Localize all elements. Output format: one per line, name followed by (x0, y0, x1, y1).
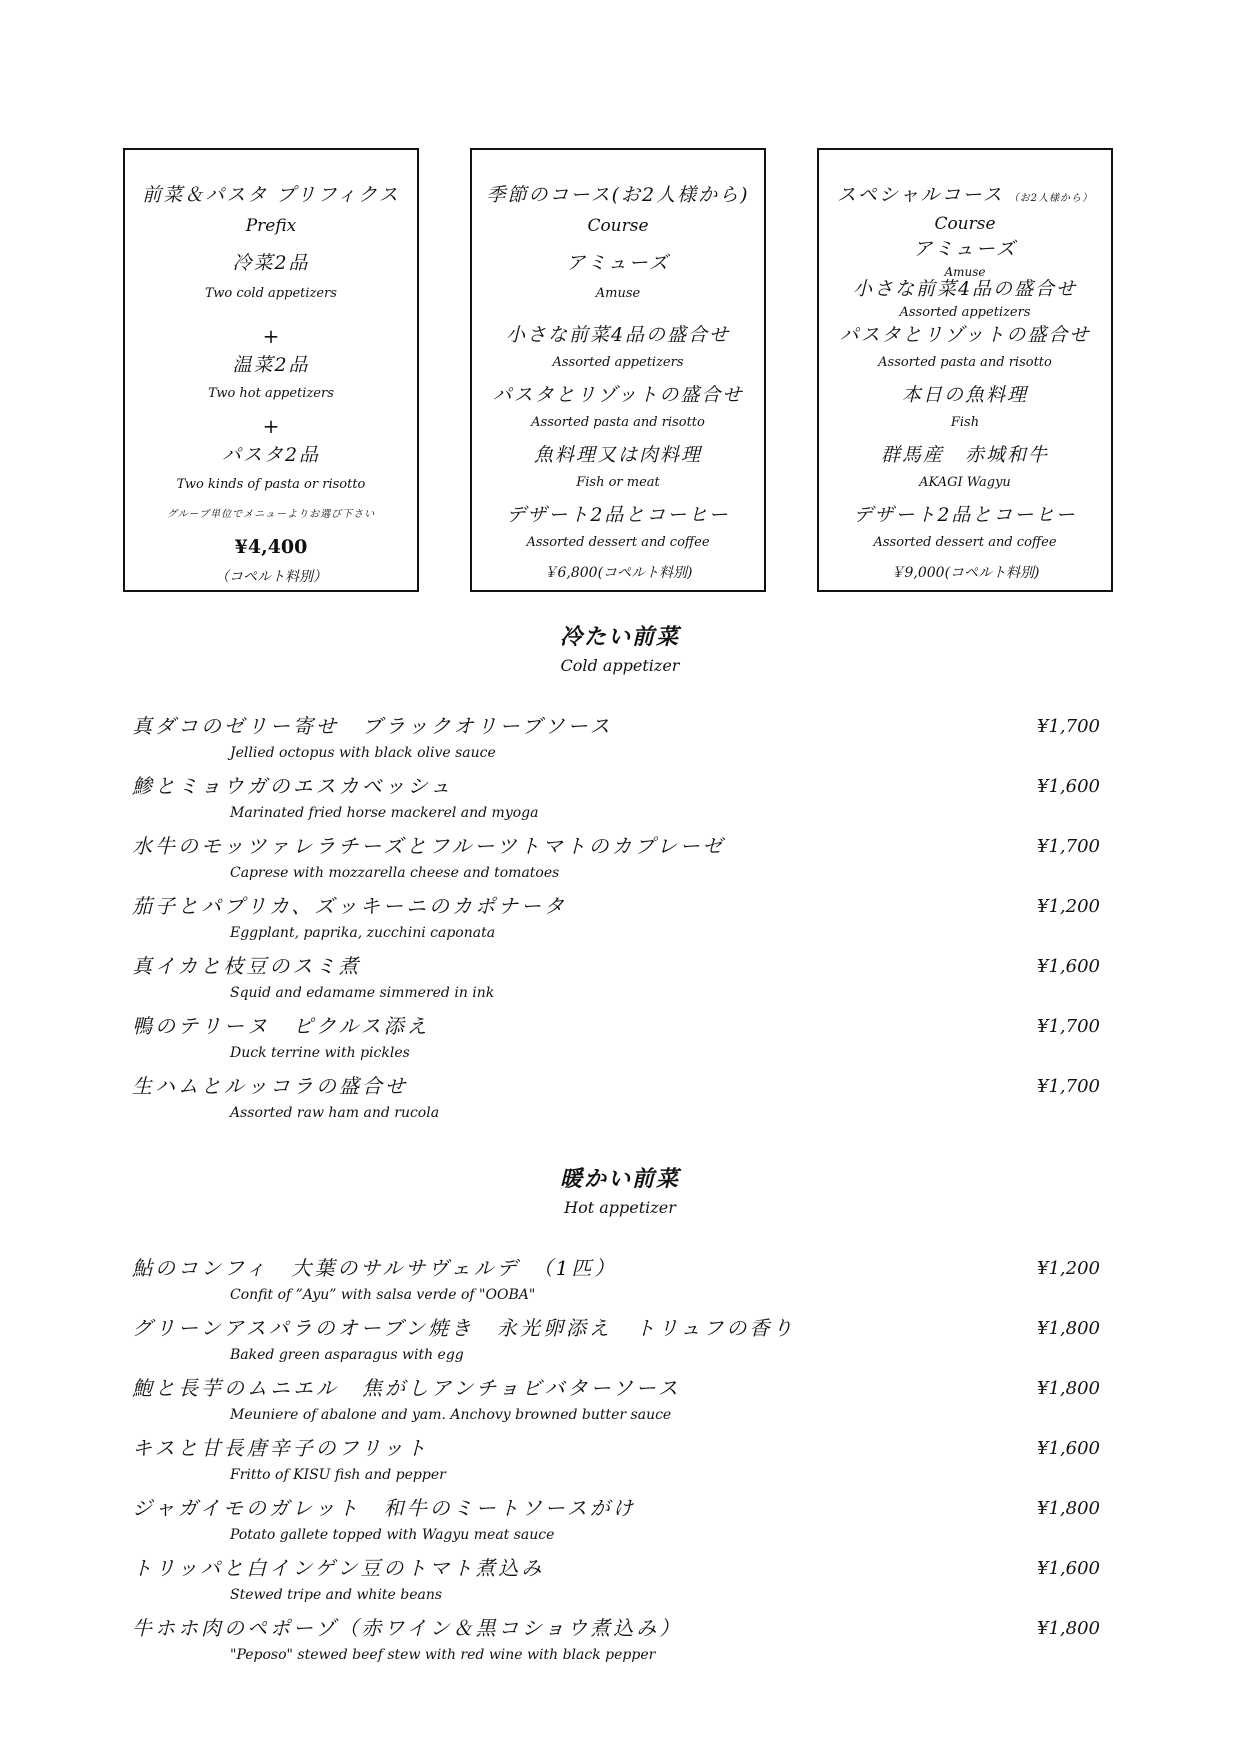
menu-item (0, 956, 1240, 1006)
item-name-en: Assorted raw ham and rucola (230, 1105, 440, 1121)
item-name: 真ダコのゼリー寄せ ブラックオリーブソース (132, 714, 613, 738)
item-name-en: Caprese with mozzarella cheese and tomatoes (230, 865, 560, 881)
menu-item (0, 896, 1240, 946)
prefix-pasta-en: Two kinds of pasta or risotto (176, 477, 366, 492)
item-name-en: Meuniere of abalone and yam. Anchovy browned butter sauce (230, 1407, 672, 1423)
special-title-note: （お2人様から） (1008, 193, 1094, 204)
item-price: ¥1,600 (1037, 1558, 1100, 1579)
menu-item (0, 1618, 1240, 1668)
menu-item (0, 1498, 1240, 1548)
special-pasta-en: Assorted pasta and risotto (878, 355, 1052, 370)
prefix-title-en: Prefix (245, 216, 297, 236)
item-price: ¥1,600 (1037, 956, 1100, 977)
menu-item (0, 1378, 1240, 1428)
special-dessert: デザート2品とコーヒー (853, 504, 1077, 526)
cold-section-title: 冷たい前菜 (559, 624, 680, 650)
item-price: ¥1,800 (1037, 1498, 1100, 1519)
menu-item (0, 1318, 1240, 1368)
special-dessert-en: Assorted dessert and coffee (873, 535, 1057, 550)
special-amuse-en: Amuse (944, 265, 986, 279)
item-name: グリーンアスパラのオーブン焼き 永光卵添え トリュフの香り (132, 1316, 796, 1340)
special-fish-en: Fish (950, 415, 980, 430)
plus-sign: + (262, 414, 280, 438)
item-price: ¥1,200 (1037, 896, 1100, 917)
menu-item (0, 716, 1240, 766)
item-name-en: Duck terrine with pickles (230, 1045, 410, 1061)
hot-section-title-en: Hot appetizer (564, 1198, 676, 1217)
seasonal-appetizers: 小さな前菜4品の盛合せ (505, 324, 731, 346)
menu-item (0, 1438, 1240, 1488)
menu-item (0, 1258, 1240, 1308)
item-name-en: Confit of ”Ayu” with salsa verde of "OOBA" (230, 1287, 536, 1303)
special-wagyu: 群馬産 赤城和牛 (880, 444, 1049, 466)
special-wagyu-en: AKAGI Wagyu (919, 475, 1011, 490)
item-name-en: "Peposo" stewed beef stew with red wine with black pepper (230, 1647, 656, 1663)
special-pasta: パスタとリゾットの盛合せ (839, 324, 1091, 346)
prefix-cold-en: Two cold appetizers (205, 286, 337, 301)
seasonal-course-box (470, 148, 766, 592)
menu-item (0, 1076, 1240, 1126)
prefix-hot: 温菜2品 (232, 354, 310, 376)
item-name-en: Fritto of KISU fish and pepper (230, 1467, 446, 1483)
item-name-en: Eggplant, paprika, zucchini caponata (230, 925, 496, 941)
menu-item (0, 776, 1240, 826)
seasonal-title: 季節のコース(お2人様から) (486, 184, 750, 206)
seasonal-amuse-en: Amuse (595, 286, 641, 301)
item-name: キスと甘長唐辛子のフリット (132, 1436, 429, 1460)
item-price: ¥1,600 (1037, 1438, 1100, 1459)
item-price: ¥1,800 (1037, 1378, 1100, 1399)
prefix-menu-box (123, 148, 419, 592)
special-title-en: Course (934, 214, 996, 234)
item-price: ¥1,700 (1037, 716, 1100, 737)
prefix-title: 前菜＆パスタ プリフィクス (142, 184, 400, 206)
item-name-en: Stewed tripe and white beans (230, 1587, 443, 1603)
item-name: 真イカと枝豆のスミ煮 (132, 954, 362, 978)
item-name: 牛ホホ肉のペポーゾ（赤ワイン＆黒コショウ煮込み） (132, 1616, 683, 1640)
prefix-cold: 冷菜2品 (232, 252, 310, 274)
item-price: ¥1,700 (1037, 1076, 1100, 1097)
seasonal-main: 魚料理又は肉料理 (533, 444, 702, 466)
item-name-en: Marinated fried horse mackerel and myoga (230, 805, 539, 821)
item-name: 茄子とパプリカ、ズッキーニのカポナータ (132, 894, 567, 918)
cold-section-title-en: Cold appetizer (560, 656, 680, 675)
item-price: ¥1,200 (1037, 1258, 1100, 1279)
item-price: ¥1,700 (1037, 1016, 1100, 1037)
seasonal-dessert: デザート2品とコーヒー (506, 504, 730, 526)
special-fish: 本日の魚料理 (901, 384, 1028, 406)
seasonal-appetizers-en: Assorted appetizers (552, 355, 684, 370)
item-price: ¥1,800 (1037, 1618, 1100, 1639)
prefix-pasta: パスタ2品 (221, 444, 321, 466)
special-title: スペシャルコース (836, 184, 1004, 206)
menu-item (0, 836, 1240, 886)
item-name: 水牛のモッツァレラチーズとフルーツトマトのカプレーゼ (132, 834, 726, 858)
prefix-price: ¥4,400 (234, 536, 308, 558)
special-appetizers-en: Assorted appetizers (899, 305, 1031, 320)
menu-item (0, 1558, 1240, 1608)
item-price: ¥1,700 (1037, 836, 1100, 857)
item-name-en: Squid and edamame simmered in ink (230, 985, 495, 1001)
seasonal-amuse: アミューズ (566, 252, 670, 274)
special-title-line (819, 186, 1111, 205)
special-course-box (817, 148, 1113, 592)
seasonal-dessert-en: Assorted dessert and coffee (526, 535, 710, 550)
item-price: ¥1,800 (1037, 1318, 1100, 1339)
item-name-en: Potato gallete topped with Wagyu meat sauce (230, 1527, 555, 1543)
prefix-cover-note: （コペルト料別） (215, 569, 327, 585)
item-name: トリッパと白インゲン豆のトマト煮込み (132, 1556, 545, 1580)
seasonal-price: ￥6,800(コペルト料別) (543, 565, 693, 581)
seasonal-main-en: Fish or meat (576, 475, 660, 490)
item-price: ¥1,600 (1037, 776, 1100, 797)
menu-item (0, 1016, 1240, 1066)
hot-section-title: 暖かい前菜 (559, 1166, 680, 1192)
item-name: 鮑と長芋のムニエル 焦がしアンチョビバターソース (132, 1376, 681, 1400)
prefix-hot-en: Two hot appetizers (208, 386, 334, 401)
seasonal-pasta-en: Assorted pasta and risotto (531, 415, 705, 430)
seasonal-title-en: Course (587, 216, 649, 236)
special-amuse: アミューズ (913, 238, 1017, 260)
item-name: 鴨のテリーヌ ピクルス添え (132, 1014, 430, 1038)
special-appetizers: 小さな前菜4品の盛合せ (852, 278, 1078, 300)
item-name: 鯵とミョウガのエスカベッシュ (132, 774, 454, 798)
item-name: 鮎のコンフィ 大葉のサルサヴェルデ （1匹） (132, 1256, 618, 1280)
prefix-note: グループ単位でメニューよりお選び下さい (166, 509, 376, 520)
item-name-en: Jellied octopus with black olive sauce (230, 745, 496, 761)
item-name-en: Baked green asparagus with egg (230, 1347, 464, 1363)
item-name: ジャガイモのガレット 和牛のミートソースがけ (132, 1496, 636, 1520)
plus-sign: + (262, 324, 280, 348)
special-price: ￥9,000(コペルト料別) (890, 565, 1040, 581)
item-name: 生ハムとルッコラの盛合せ (132, 1074, 408, 1098)
seasonal-pasta: パスタとリゾットの盛合せ (492, 384, 744, 406)
